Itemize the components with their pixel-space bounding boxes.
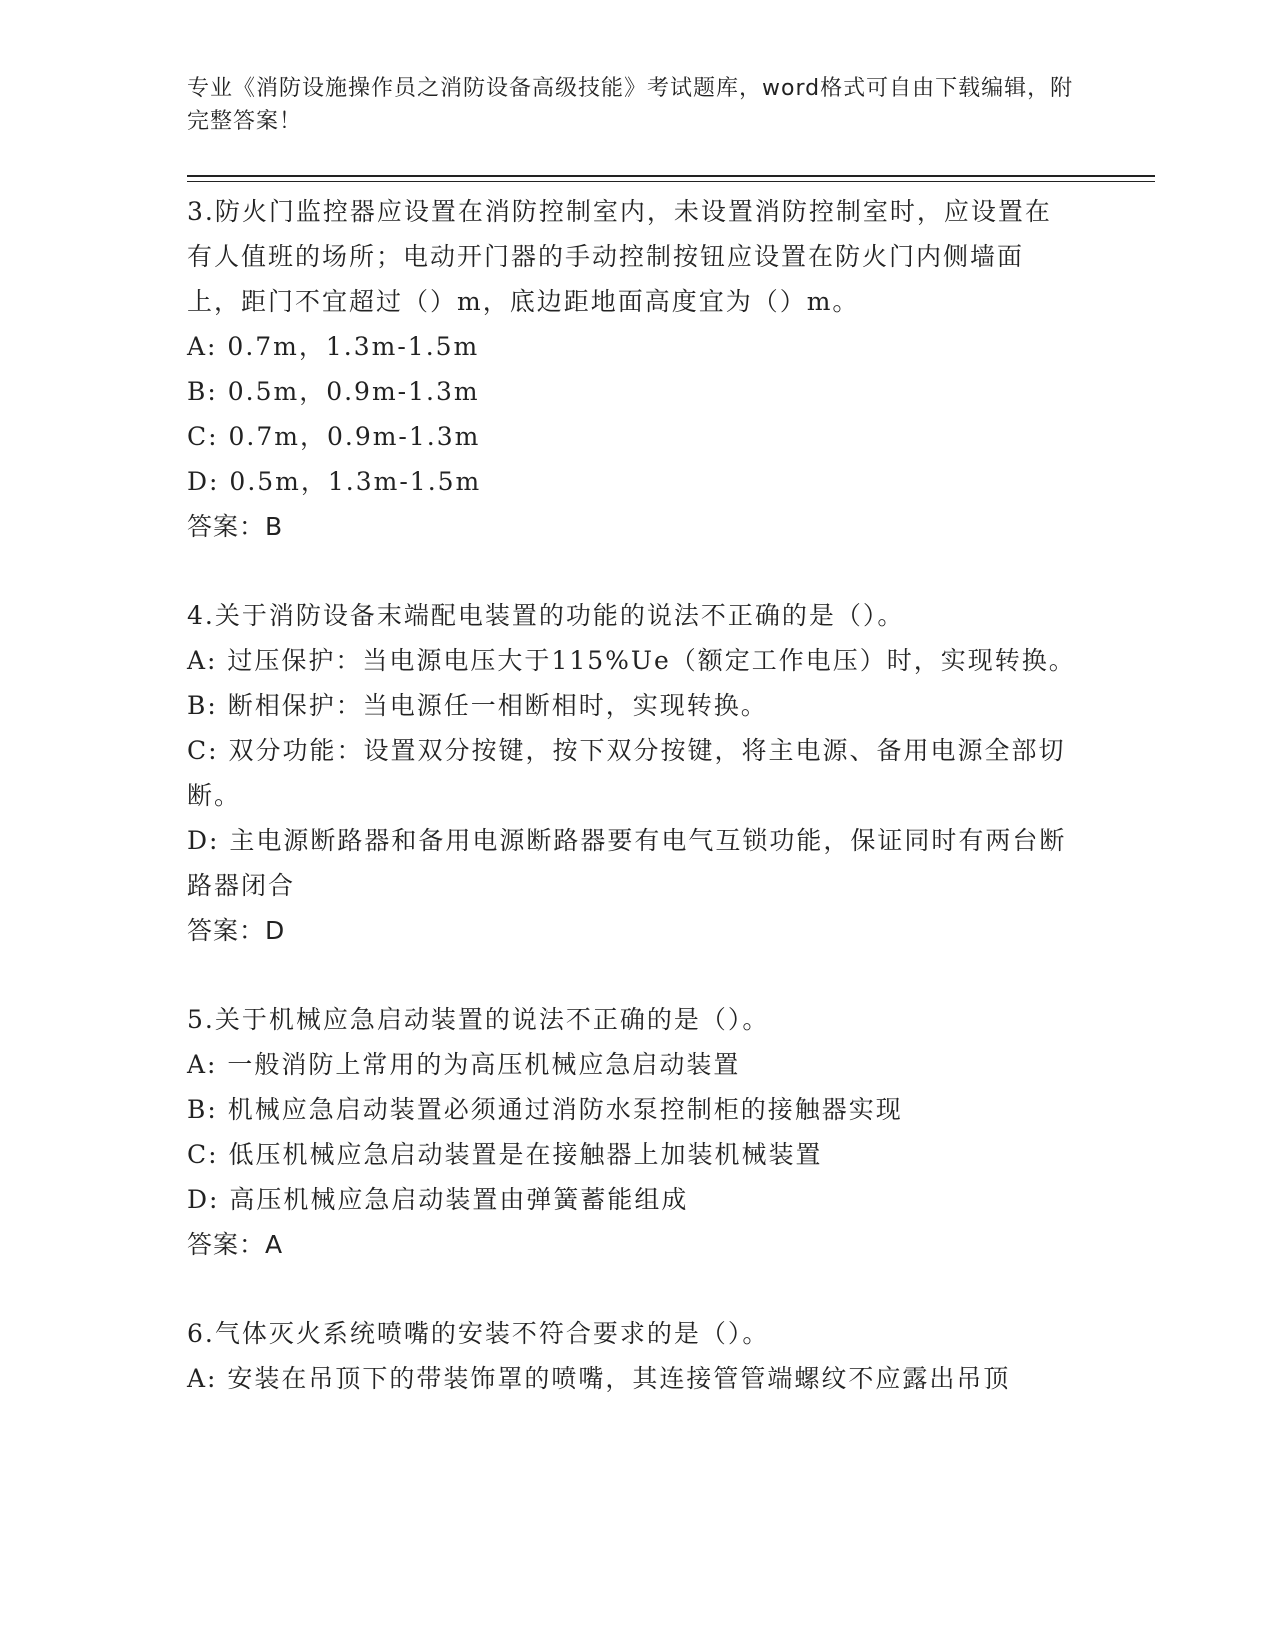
option-b: B: 断相保护：当电源任一相断相时，实现转换。 <box>187 691 768 720</box>
answer: 答案：B <box>187 512 284 541</box>
option-c: C: 低压机械应急启动装置是在接触器上加装机械装置 <box>187 1140 823 1169</box>
option-c: C: 0.7m，0.9m-1.3m <box>187 422 481 451</box>
question-stem: 4.关于消防设备末端配电装置的功能的说法不正确的是（）。 <box>187 601 905 630</box>
question-stem: 6.气体灭火系统喷嘴的安装不符合要求的是（）。 <box>187 1319 770 1348</box>
question-6 <box>187 1311 1077 1401</box>
option-b: B: 机械应急启动装置必须通过消防水泵控制柜的接触器实现 <box>187 1095 903 1124</box>
question-4 <box>187 593 1077 953</box>
document-header: 专业《消防设施操作员之消防设备高级技能》考试题库，word格式可自由下载编辑，附完整答案！ <box>187 76 1074 134</box>
option-d: D: 0.5m，1.3m-1.5m <box>187 467 482 496</box>
question-5 <box>187 997 1077 1267</box>
question-stem: 3.防火门监控器应设置在消防控制室内，未设置消防控制室时，应设置在有人值班的场所；电动开门器的手动控制按钮应设置在防火门内侧墙面上，距门不宜超过（）m，底边距地面高度宜为（）m。 <box>187 197 1052 316</box>
header-divider-thick <box>187 175 1155 177</box>
option-d: D: 高压机械应急启动装置由弹簧蓄能组成 <box>187 1185 689 1214</box>
question-3 <box>187 189 1077 549</box>
answer: 答案：A <box>187 1230 284 1259</box>
option-c: C: 双分功能：设置双分按键，按下双分按键，将主电源、备用电源全部切断。 <box>187 736 1066 810</box>
option-a: A: 一般消防上常用的为高压机械应急启动装置 <box>187 1050 741 1079</box>
option-a: A: 安装在吊顶下的带装饰罩的喷嘴，其连接管管端螺纹不应露出吊顶 <box>187 1364 1011 1393</box>
header-divider-thin <box>187 181 1155 182</box>
question-list <box>187 189 1077 1445</box>
option-a: A: 过压保护：当电源电压大于115%Ue（额定工作电压）时，实现转换。 <box>187 646 1076 675</box>
question-stem: 5.关于机械应急启动装置的说法不正确的是（）。 <box>187 1005 770 1034</box>
answer: 答案：D <box>187 916 286 945</box>
option-d: D: 主电源断路器和备用电源断路器要有电气互锁功能，保证同时有两台断路器闭合 <box>187 826 1067 900</box>
option-b: B: 0.5m，0.9m-1.3m <box>187 377 480 406</box>
option-a: A: 0.7m，1.3m-1.5m <box>187 332 480 361</box>
